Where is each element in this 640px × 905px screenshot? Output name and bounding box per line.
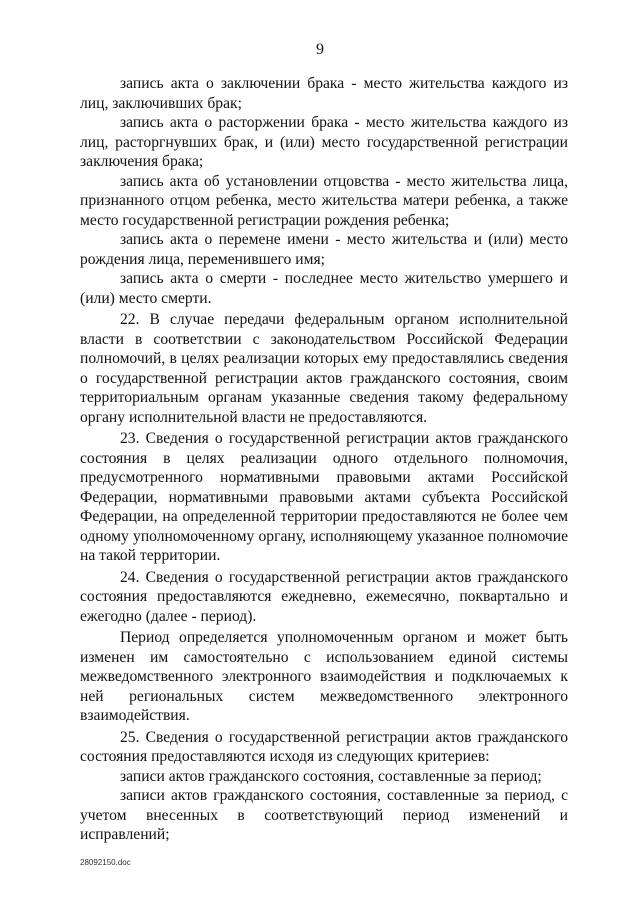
document-body [80,74,568,845]
paragraph-clause-22: 22. В случае передачи федеральным органом исполнительной власти в соответствии с законодательством Российской Федерации полномочий, в целях реализации которых ему предоставлялись сведения о государственной регистрации актов гражданского состояния, своим территориальным органам указанные сведения такому федеральному органу исполнительной власти не предоставляются. [80,311,568,426]
paragraph-criterion-1: записи актов гражданского состояния, составленные за период; [120,767,542,785]
paragraph-criterion-2: записи актов гражданского состояния, составленные за период, с учетом внесенных в соответствующий период изменений и исправлений; [80,787,568,843]
paragraph-divorce-record: запись акта о расторжении брака - место жительства каждого из лиц, расторгнувших брак, и (или) место государственной регистрации заключения брака; [80,114,568,170]
paragraph-paternity-record: запись акта об установлении отцовства - место жительства лица, признанного отцом ребенка, место жительства матери ребенка, а также место государственной регистрации рождения ребенка; [80,172,568,229]
page-number: 9 [316,41,324,58]
paragraph-name-change-record: запись акта о перемене имени - место жительства и (или) место рождения лица, переменившего имя; [80,231,568,268]
paragraph-clause-23: 23. Сведения о государственной регистрации актов гражданского состояния в целях реализации одного отдельного полномочия, предусмотренного нормативными правовыми актами Российской Федерации, нормативными правовыми актами субъекта Российской Федерации, на определенной территории предоставляются не более чем одному уполномоченному органу, исполняющему указанное полномочие на такой территории. [80,430,568,564]
paragraph-marriage-record: запись акта о заключении брака - место жительства каждого из лиц, заключивших брак; [80,75,568,112]
paragraph-period-definition: Период определяется уполномоченным органом и может быть изменен им самостоятельно с использованием единой системы межведомственного электронного взаимодействия и подключаемых к ней региональных систем межведомственного электронного взаимодействия. [80,629,568,724]
paragraph-death-record: запись акта о смерти - последнее место жительство умершего и (или) место смерти. [80,270,568,307]
paragraph-clause-25: 25. Сведения о государственной регистрации актов гражданского состояния предоставляются исходя из следующих критериев: [80,728,568,765]
paragraph-clause-24: 24. Сведения о государственной регистрации актов гражданского состояния предоставляются ежедневно, ежемесячно, поквартально и ежегодно (далее - период). [80,568,568,625]
footer-filename: 28092150.doc [80,858,131,867]
